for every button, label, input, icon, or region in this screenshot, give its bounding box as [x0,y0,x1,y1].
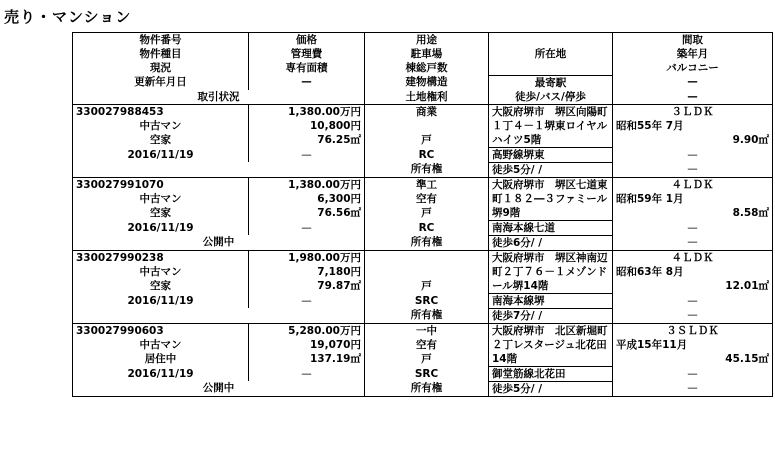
listing-row [73,192,773,206]
listing-structure: RC [365,220,489,235]
header-cell: 物件種目 [73,47,249,61]
listing-management-fee: 10,800円 [249,119,365,133]
header-row [73,33,773,48]
listing-walk: 徒歩7分/ / [489,308,613,323]
listing-address: 大阪府堺市 堺区向陽町１丁４－１堺東ロイヤルハイツ5階 [489,104,613,147]
header-cell: 所在地 [489,33,613,76]
listing-use: 一中 [365,323,489,338]
listing-built: 平成15年11月 [613,338,773,352]
listing-station: 南海本線堺 [489,293,613,308]
listing-structure: RC [365,147,489,162]
listing-structure: SRC [365,293,489,308]
listing-row [73,206,773,220]
listing-row [73,119,773,133]
listing-dash-1: — [613,220,773,235]
header-cell: 間取 [613,33,773,48]
listing-parking [365,119,489,133]
listing-parking: 空有 [365,338,489,352]
listing-row [73,177,773,192]
listing-trade-status [73,162,365,177]
listing-status: 居住中 [73,352,249,366]
header-cell: 更新年月日 [73,75,249,90]
listing-area: 137.19㎡ [249,352,365,366]
listing-trade-status [73,308,365,323]
header-cell: — [613,75,773,90]
listing-trade-status: 公開中 [73,235,365,250]
listing-area: 76.25㎡ [249,133,365,147]
listing-address: 大阪府堺市 堺区七道東町１８２―３ファミール堺9階 [489,177,613,220]
listing-row [73,293,773,308]
header-cell: 土地権利 [365,90,489,105]
listing-layout: ３ＬＤＫ [613,104,773,119]
listing-row [73,133,773,147]
listing-row [73,235,773,250]
listing-type: 中古マン [73,338,249,352]
listing-type: 中古マン [73,265,249,279]
listing-address: 大阪府堺市 北区新堀町２丁レスタージュ北花田14階 [489,323,613,366]
listing-management-fee: 7,180円 [249,265,365,279]
listing-date: 2016/11/19 [73,293,249,308]
listing-dash-2: — [613,235,773,250]
listing-row [73,265,773,279]
listing-price: 1,380.00万円 [249,177,365,192]
listing-area: 76.56㎡ [249,206,365,220]
listing-station: 高野線堺東 [489,147,613,162]
listing-walk: 徒歩6分/ / [489,235,613,250]
listing-built: 昭和63年 8月 [613,265,773,279]
listing-address: 大阪府堺市 堺区神南辺町２丁７６－１メゾンドール堺14階 [489,250,613,293]
listing-row [73,147,773,162]
listing-status: 空家 [73,206,249,220]
listing-dash-1: — [613,293,773,308]
listing-row [73,104,773,119]
listing-dash-2: — [613,381,773,396]
listing-status: 空家 [73,279,249,293]
listing-id: 330027988453 [73,104,249,119]
header-row [73,75,773,90]
listing-balcony: 8.58㎡ [613,206,773,220]
header-cell: 専有面積 [249,61,365,75]
listing-rights: 所有権 [365,381,489,396]
listing-dash: — [249,147,365,162]
listing-dash-2: — [613,308,773,323]
listing-walk: 徒歩5分/ / [489,162,613,177]
header-row [73,61,773,75]
header-cell: バルコニー [613,61,773,75]
listing-dash: — [249,366,365,381]
listing-rights: 所有権 [365,308,489,323]
header-cell: 駐車場 [365,47,489,61]
listing-area: 79.87㎡ [249,279,365,293]
listing-layout: ３ＳＬＤＫ [613,323,773,338]
listing-walk: 徒歩5分/ / [489,381,613,396]
listing-table [72,32,773,397]
listing-dash: — [249,220,365,235]
header-row [73,47,773,61]
listing-use [365,250,489,265]
listing-row [73,220,773,235]
header-cell: — [613,90,773,105]
listing-balcony: 45.15㎡ [613,352,773,366]
listing-dash-2: — [613,162,773,177]
trade-status-header: 取引状況 [73,90,365,105]
listing-id: 330027991070 [73,177,249,192]
listing-row [73,162,773,177]
header-cell: 物件番号 [73,33,249,48]
header-row [73,90,773,105]
listing-date: 2016/11/19 [73,147,249,162]
listing-management-fee: 19,070円 [249,338,365,352]
header-cell: 管理費 [249,47,365,61]
listing-parking: 空有 [365,192,489,206]
listing-status: 空家 [73,133,249,147]
listing-units: 戸 [365,133,489,147]
listing-row [73,250,773,265]
listing-date: 2016/11/19 [73,220,249,235]
listing-parking [365,265,489,279]
listing-use: 商業 [365,104,489,119]
listing-built: 昭和55年 7月 [613,119,773,133]
listing-id: 330027990603 [73,323,249,338]
listing-structure: SRC [365,366,489,381]
listing-row [73,279,773,293]
header-cell: 棟総戸数 [365,61,489,75]
listing-rights: 所有権 [365,235,489,250]
listing-row [73,381,773,396]
listing-built: 昭和59年 1月 [613,192,773,206]
listing-balcony: 12.01㎡ [613,279,773,293]
listing-row [73,352,773,366]
listing-id: 330027990238 [73,250,249,265]
listing-management-fee: 6,300円 [249,192,365,206]
listing-row [73,323,773,338]
listing-dash-1: — [613,147,773,162]
listing-price: 1,980.00万円 [249,250,365,265]
listing-price: 5,280.00万円 [249,323,365,338]
header-cell: — [249,75,365,90]
listing-balcony: 9.90㎡ [613,133,773,147]
listing-type: 中古マン [73,119,249,133]
listing-dash-1: — [613,366,773,381]
header-cell: 最寄駅 [489,75,613,90]
listing-price: 1,380.00万円 [249,104,365,119]
listing-type: 中古マン [73,192,249,206]
listing-rights: 所有権 [365,162,489,177]
listing-row [73,338,773,352]
listing-trade-status: 公開中 [73,381,365,396]
header-cell: 用途 [365,33,489,48]
listing-units: 戸 [365,279,489,293]
listing-units: 戸 [365,206,489,220]
listing-use: 準工 [365,177,489,192]
listing-station: 御堂筋線北花田 [489,366,613,381]
listing-row [73,308,773,323]
listing-layout: ４ＬＤＫ [613,177,773,192]
header-cell: 建物構造 [365,75,489,90]
listing-layout: ４ＬＤＫ [613,250,773,265]
header-cell: 築年月 [613,47,773,61]
listing-date: 2016/11/19 [73,366,249,381]
listing-row [73,366,773,381]
header-cell: 価格 [249,33,365,48]
page-title: 売り・マンション [4,8,132,26]
header-cell: 徒歩/バス/停歩 [489,90,613,105]
header-cell: 現況 [73,61,249,75]
listing-dash: — [249,293,365,308]
listing-units: 戸 [365,352,489,366]
listing-station: 南海本線七道 [489,220,613,235]
